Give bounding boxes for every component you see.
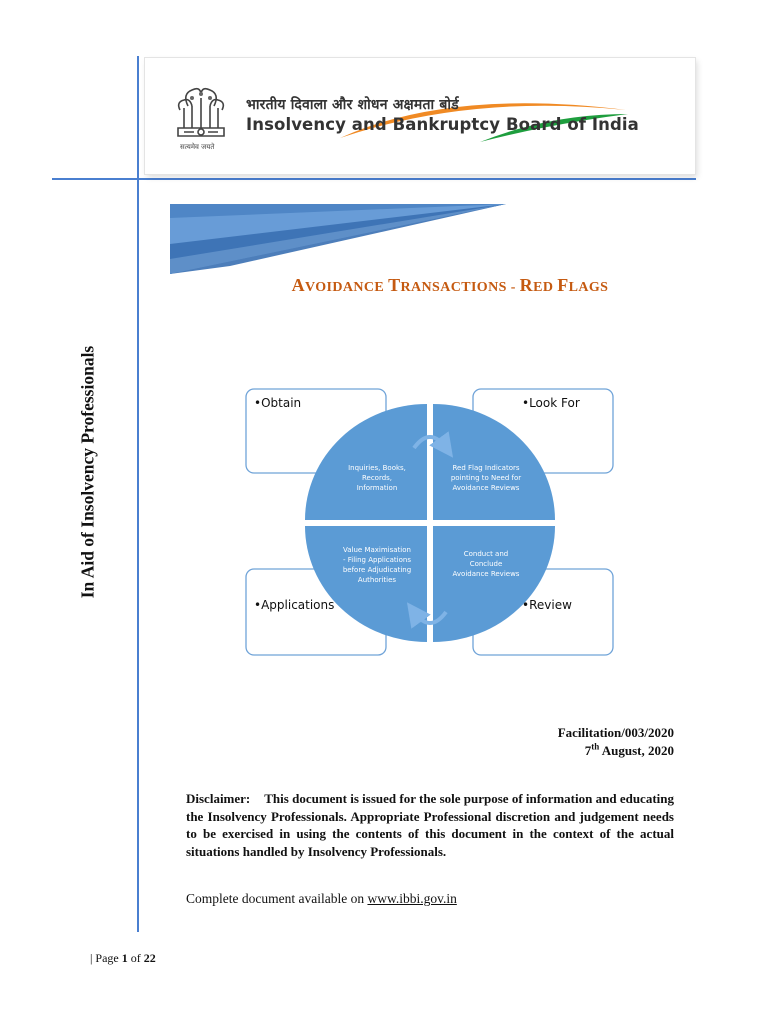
facilitation-date — [558, 742, 674, 760]
page-current: 1 — [121, 951, 128, 965]
title-rest-r: ED — [533, 280, 558, 295]
disclaimer — [186, 790, 674, 860]
quadrant-label-bottom-left: - Filing Applications — [343, 556, 411, 564]
date-day: 7 — [584, 743, 592, 758]
quadrant-label-top-left: Records, — [361, 474, 393, 482]
quadrant-label-bottom-right: Avoidance Reviews — [452, 570, 520, 578]
document-title — [170, 275, 730, 296]
quadrant-label-bottom-left: Authorities — [357, 576, 397, 584]
quadrant-label-bottom-left: Value Maximisation — [343, 546, 411, 554]
quadrant-label-bottom-left: before Adjudicating — [342, 566, 412, 574]
title-cap-f: F — [557, 275, 569, 295]
title-sep: - — [506, 280, 520, 295]
title-cap-t: T — [388, 275, 401, 295]
page-footer — [90, 951, 156, 966]
date-rest: August, 2020 — [599, 743, 674, 758]
corner-label-look-for: •Look For — [522, 396, 580, 410]
page-of-label: of — [127, 951, 144, 965]
quadrant-label-bottom-right: Conclude — [469, 560, 503, 568]
vertical-rule — [137, 56, 139, 932]
title-rest-a: VOIDANCE — [305, 280, 389, 295]
website-link[interactable]: www.ibbi.gov.in — [367, 891, 457, 906]
disclaimer-label: Disclaimer: — [186, 791, 251, 806]
corner-label-applications: •Applications — [254, 598, 335, 612]
page-total: 22 — [143, 951, 156, 965]
title-cap-a: A — [291, 275, 306, 295]
corner-label-review: •Review — [522, 598, 572, 612]
page-sep: | — [90, 951, 96, 965]
process-diagram — [244, 386, 616, 658]
quadrant-label-top-left: Information — [356, 484, 398, 492]
quadrant-label-top-right: Avoidance Reviews — [452, 484, 520, 492]
availability-note — [186, 891, 457, 907]
quadrant-label-top-right: Red Flag Indicators — [452, 464, 520, 472]
quadrant-label-top-right: pointing to Need for — [450, 474, 522, 482]
title-cap-r: R — [519, 275, 534, 295]
disclaimer-text: This document is issued for the sole purpose of information and educating the Insolvency Professionals. Appropriate Professional discretion and judgement needs to be exercised in using the contents of this document in the context of the actual situations handled by Insolvency Professionals. — [186, 791, 674, 859]
availability-text: Complete document available on — [186, 891, 368, 906]
org-name-hindi: भारतीय दिवाला और शोधन अक्षमता बोर्ड — [246, 97, 459, 113]
circle-quadrants — [305, 404, 555, 642]
facilitation-ref: Facilitation/003/2020 — [557, 725, 674, 740]
org-name-english: Insolvency and Bankruptcy Board of India — [246, 115, 639, 134]
corner-label-obtain: •Obtain — [254, 396, 302, 410]
title-banner — [170, 204, 506, 274]
date-suffix: th — [591, 741, 600, 752]
horizontal-rule — [52, 178, 696, 180]
facilitation-block — [558, 724, 674, 760]
quadrant-label-top-left: Inquiries, Books, — [348, 464, 406, 472]
page-label: Page — [95, 951, 122, 965]
title-rest-t: RANSACTIONS — [400, 280, 507, 295]
side-title: In Aid of Insolvency Professionals — [77, 345, 98, 599]
quadrant-label-bottom-right: Conduct and — [463, 550, 509, 558]
title-rest-f: LAGS — [568, 280, 609, 295]
emblem-caption: सत्यमेव जयते — [180, 143, 215, 151]
